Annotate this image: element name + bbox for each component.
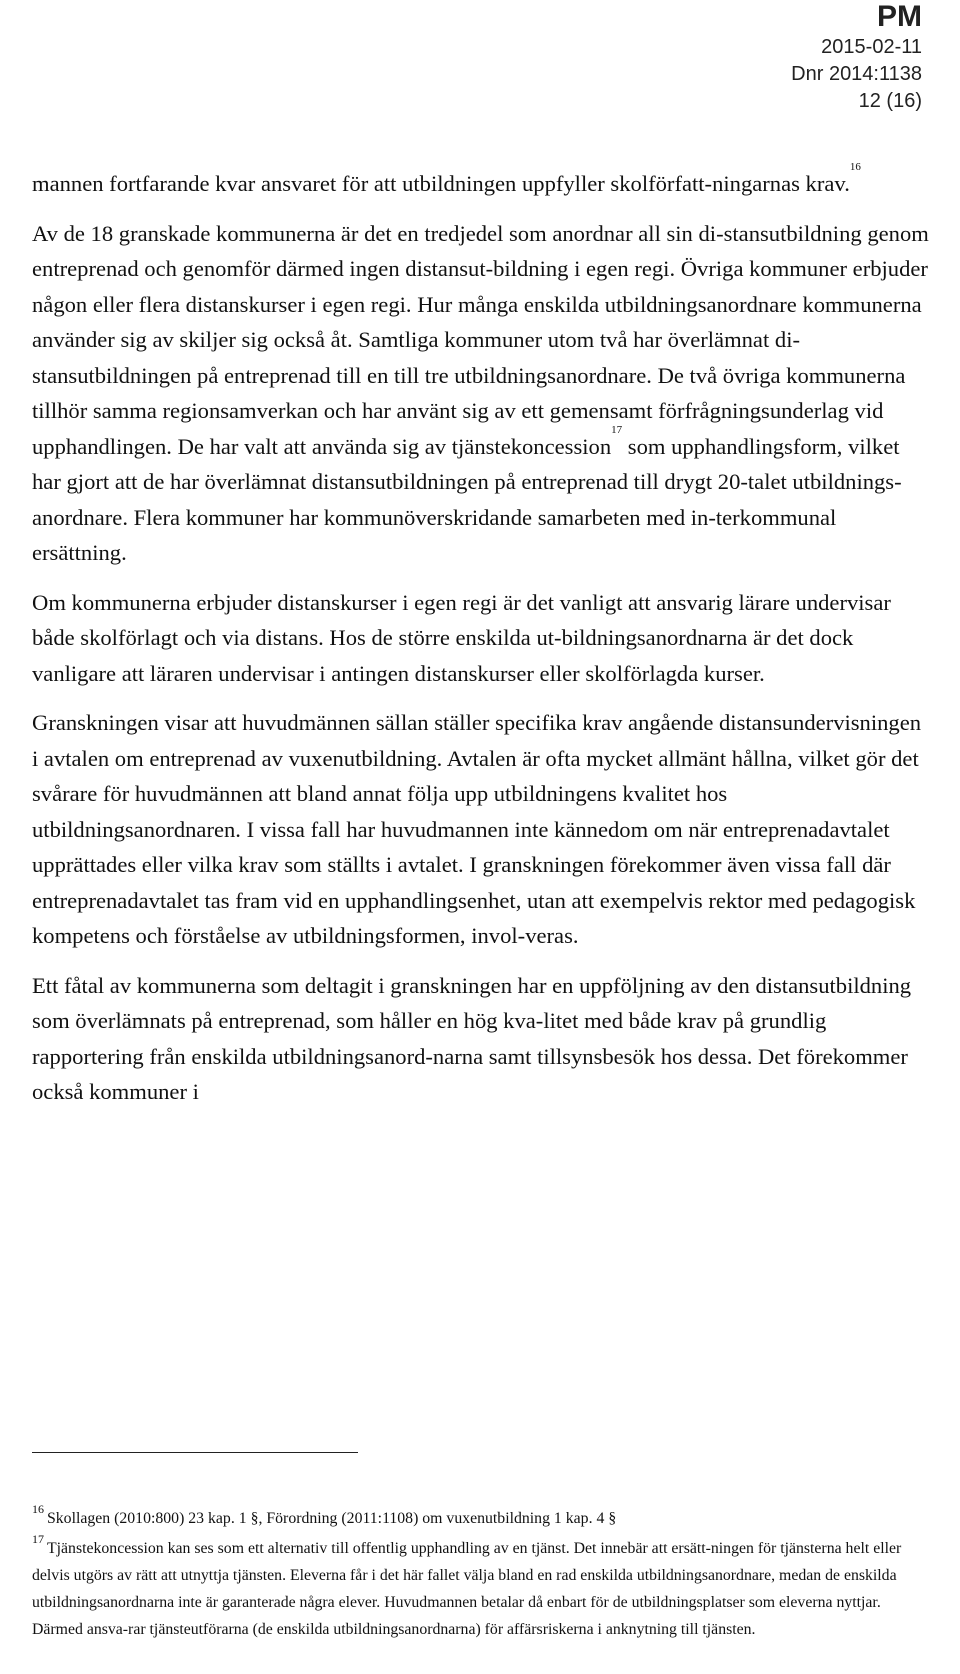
paragraph-text: Granskningen visar att huvudmännen sällan ställer specifika krav angående distansundervisningen i avtalen om entreprenad av vuxenutbildning. Avtalen är ofta mycket allmänt hållna, vilket gör det svårare för huvudmännen att bland annat följa upp utbildningens kvalitet hos utbildningsanordnaren. I vissa fall har huvudmannen inte kännedom om när entreprenadavtalet upprättades eller vilka krav som ställts i avtalet. I granskningen förekommer även vissa fall där entreprenadavtalet tas fram vid en upphandlingsenhet, utan att exempelvis rektor med pedagogisk kompetens och förståelse av utbildningsformen, invol-veras. (32, 710, 922, 948)
body-paragraph (32, 585, 932, 692)
document-dnr: Dnr 2014:1138 (791, 63, 922, 85)
paragraph-text: som upphandlingsform, vilket har gjort att de har överlämnat distansutbildningen på entreprenad till drygt 20-talet utbildnings-anordnare. Flera kommuner har kommunöverskridande samarbeten med in-terkommunal ersättning. (32, 433, 902, 565)
footnote-number: 17 (32, 1532, 44, 1546)
footnote-divider (32, 1452, 358, 1453)
agency-logo: PM (877, 0, 922, 33)
body-paragraph (32, 968, 932, 1110)
body-paragraph (32, 705, 932, 954)
footnotes (32, 1502, 934, 1646)
body-paragraph (32, 161, 932, 202)
footnote-text: Tjänstekoncession kan ses som ett alternativ till offentlig upphandling av en tjänst. Det innebär att ersätt-ningen för tjänsterna helt eller delvis utgörs av rätt att utnyttja tjänsten. Eleverna får i det här fallet välja bland en rad enskilda utbildningsanordnare, medan de enskilda utbildningsanordnarna inte är garanterade några elever. Huvudmannen betalar då enbart för de utbildningsplatser som eleverna nyttjar. Därmed ansva-rar tjänsteutförarna (de enskilda utbildningsanordnarna) för affärsriskerna i anknytning till tjänsten. (32, 1540, 902, 1638)
paragraph-text: Om kommunerna erbjuder distanskurser i egen regi är det vanligt att ansvarig lärare undervisar både skolförlagt och via distans. Hos de större enskilda ut-bildningsanordnarna är det dock vanligare att läraren undervisar i antingen distanskurser eller skolförlagda kurser. (32, 589, 891, 686)
paragraph-text: mannen fortfarande kvar ansvaret för att utbildningen uppfyller skolförfatt-ningarnas krav. (32, 171, 850, 196)
footnote (32, 1532, 934, 1643)
footnote-reference[interactable]: 17 (611, 423, 623, 436)
document-date: 2015-02-11 (821, 36, 922, 58)
paragraph-text: Av de 18 granskade kommunerna är det en tredjedel som anordnar all sin di-stansutbildning genom entreprenad och genomför därmed ingen distansut-bildning i egen regi. Övriga kommuner erbjuder någon eller flera distanskurser i egen regi. Hur många enskilda utbildningsanordnare kommunerna använder sig av skiljer sig också åt. Samtliga kommuner utom två har överlämnat di-stansutbildningen på entreprenad till en till tre utbildningsanordnare. De två övriga kommunerna tillhör samma regionsamverkan och har använt sig av ett gemensamt förfrågningsunderlag vid upphandlingen. De har valt att använda sig av tjänstekoncession (32, 220, 929, 459)
body-paragraph (32, 216, 932, 571)
footnote-text: Skollagen (2010:800) 23 kap. 1 §, Förordning (2011:1108) om vuxenutbildning 1 kap. 4 § (47, 1510, 617, 1527)
footnote-number: 16 (32, 1502, 44, 1516)
body-text (32, 161, 932, 1124)
page-header (791, 0, 922, 115)
paragraph-text: Ett fåtal av kommunerna som deltagit i granskningen har en uppföljning av den distansutbildning som överlämnats på entreprenad, som håller en hög kva-litet med både krav på grundlig rapportering från enskilda utbildningsanord-narna samt tillsynsbesök hos dessa. Det förekommer också kommuner i (32, 972, 912, 1104)
footnote (32, 1502, 934, 1532)
footnote-reference[interactable]: 16 (849, 161, 861, 173)
page-number: 12 (16) (858, 90, 922, 112)
